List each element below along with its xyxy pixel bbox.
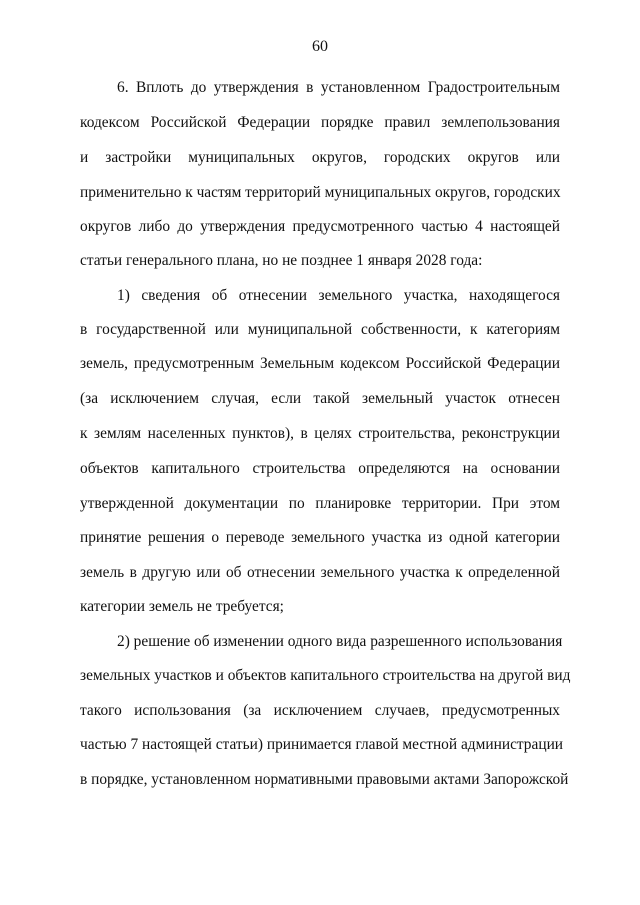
item-1-line: 1) сведения об отнесении земельного участка, находящегося — [117, 287, 560, 304]
item-2-line: в порядке, установленном нормативными правовыми актами Запорожской — [80, 771, 569, 788]
paragraph-6-line: статьи генерального плана, но не позднее 1 января 2028 года: — [80, 252, 483, 269]
item-1-line: в государственной или муниципальной собственности, к категориям — [80, 321, 560, 338]
item-1-line: принятие решения о переводе земельного участка из одной категории — [80, 529, 560, 546]
item-2-line: частью 7 настоящей статьи) принимается главой местной администрации — [80, 736, 564, 753]
paragraph-6-line: 6. Вплоть до утверждения в установленном Градостроительным — [117, 79, 560, 96]
item-2-line: земельных участков и объектов капитального строительства на другой вид — [80, 667, 571, 684]
paragraph-6-line: округов либо до утверждения предусмотренного частью 4 настоящей — [80, 218, 560, 235]
item-1-line: земель в другую или об отнесении земельного участка к определенной — [80, 564, 560, 581]
item-1-line: объектов капитального строительства определяются на основании — [80, 460, 560, 477]
paragraph-6-line: и застройки муниципальных округов, городских округов или — [80, 149, 560, 166]
item-1-line: (за исключением случая, если такой земельный участок отнесен — [80, 390, 560, 407]
item-1-line: к землям населенных пунктов), в целях строительства, реконструкции — [80, 425, 560, 442]
page-number: 60 — [312, 38, 328, 55]
paragraph-6-line: кодексом Российской Федерации порядке правил землепользования — [80, 114, 560, 131]
item-2-line: 2) решение об изменении одного вида разрешенного использования — [117, 633, 563, 650]
item-1-line: утвержденной документации по планировке территории. При этом — [80, 495, 560, 512]
item-2-line: такого использования (за исключением случаев, предусмотренных — [80, 702, 560, 719]
paragraph-6-line: применительно к частям территорий муниципальных округов, городских — [80, 184, 561, 201]
item-1-line: земель, предусмотренным Земельным кодексом Российской Федерации — [80, 355, 560, 372]
item-1-line: категории земель не требуется; — [80, 598, 284, 615]
